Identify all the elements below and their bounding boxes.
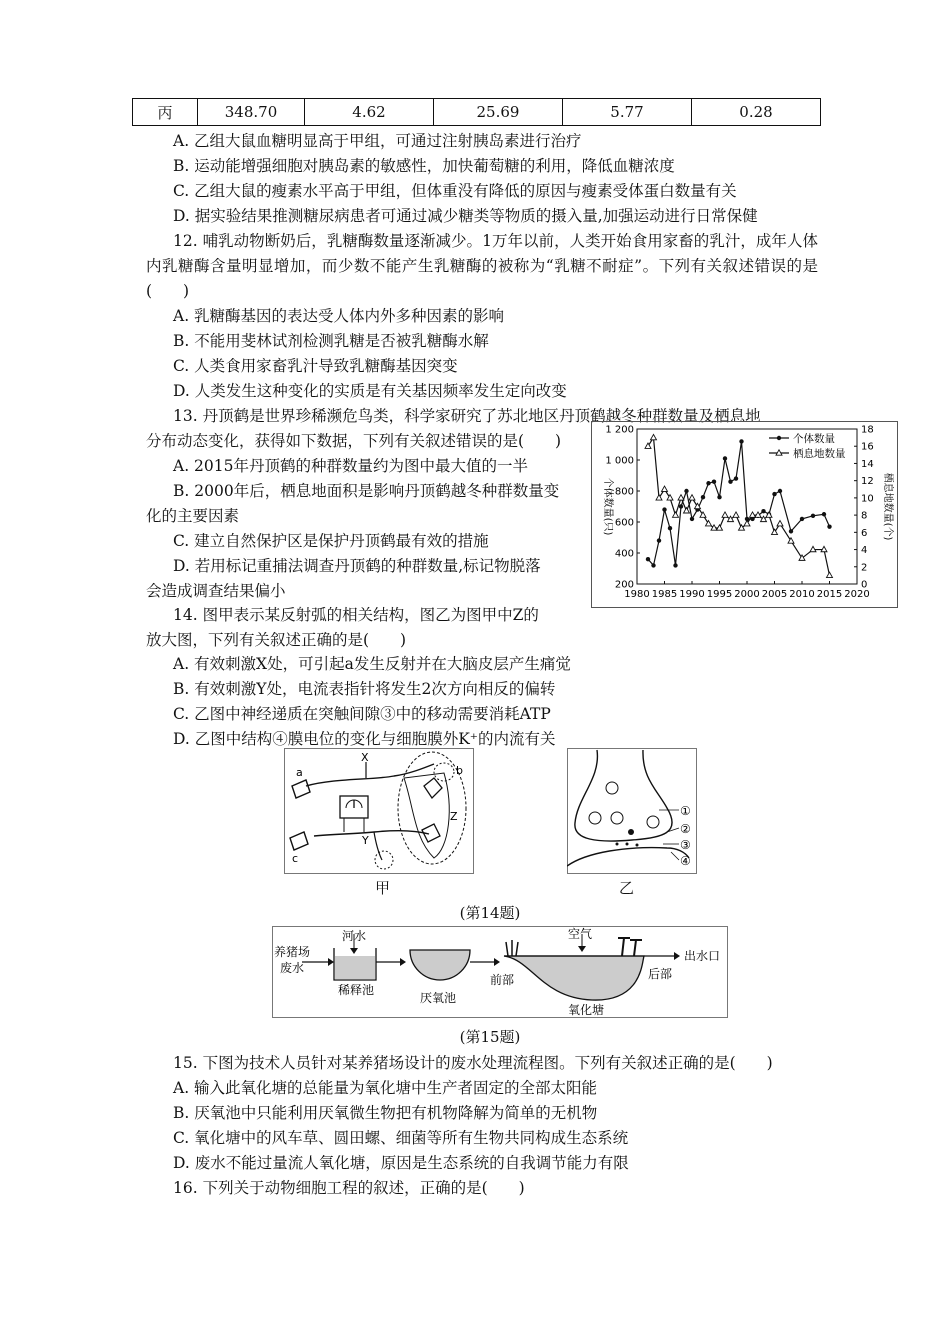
table-cell: 25.69 — [434, 99, 563, 126]
data-point-habitat — [684, 508, 690, 513]
data-point-count — [772, 492, 776, 496]
data-point-count — [651, 563, 655, 567]
data-point-count — [679, 504, 683, 508]
q12-option-b: B. 不能用斐林试剂检测乳糖是否被乳糖酶水解 — [173, 332, 489, 350]
data-point-count — [717, 495, 721, 499]
data-point-count — [662, 507, 666, 511]
q13-stem-line1: 13. 丹顶鹤是世界珍稀濒危鸟类，科学家研究了苏北地区丹顶鹤越冬种群数量及栖息地 — [173, 407, 761, 425]
data-point-count — [712, 480, 716, 484]
q12-option-a: A. 乳糖酶基因的表达受人体内外多种因素的影响 — [173, 307, 505, 325]
data-point-habitat — [722, 512, 728, 517]
q13-option-a: A. 2015年丹顶鹤的种群数量约为图中最大值的一半 — [173, 457, 528, 475]
afferent-fiber — [306, 764, 434, 786]
y-right-tick-label: 2 — [861, 562, 868, 574]
label-b: b — [456, 764, 463, 777]
postsynaptic-membrane — [567, 848, 689, 866]
y-left-tick-label: 800 — [614, 486, 634, 498]
effector-c-shape — [290, 832, 308, 850]
data-point-count — [761, 509, 765, 513]
presynaptic-terminal — [575, 750, 672, 841]
q13-option-d-cont: 会造成调查结果偏小 — [146, 582, 286, 600]
label-air: 空气 — [568, 927, 593, 941]
q12-option-d: D. 人类发生这种变化的实质是有关基因频率发生定向改变 — [173, 382, 567, 400]
data-point-count — [800, 517, 804, 521]
back-plants-icon — [618, 938, 642, 956]
data-point-count — [723, 456, 727, 460]
vesicle — [647, 816, 659, 828]
legend-label-count: 个体数量 — [793, 433, 835, 445]
data-point-habitat — [733, 512, 739, 517]
anaerobic-tank — [410, 950, 470, 980]
q14-option-c: C. 乙图中神经递质在突触间隙③中的移动需要消耗ATP — [173, 705, 551, 723]
data-point-habitat — [689, 495, 695, 500]
label-outlet: 出水口 — [684, 949, 721, 963]
q11-option-d: D. 据实验结果推测糖尿病患者可通过减少糖类等物质的摄入量,加强运动进行日常保健 — [173, 207, 758, 225]
x-tick-label: 1995 — [706, 589, 733, 600]
x-tick-label: 2010 — [789, 589, 815, 600]
q14-stem-line1: 14. 图甲表示某反射弧的相关结构，图乙为图甲中Z的 — [173, 606, 539, 624]
x-tick-label: 1990 — [679, 589, 705, 600]
data-point-habitat — [777, 521, 783, 526]
label-x: X — [361, 751, 369, 764]
vesicle — [589, 812, 601, 824]
figure-14-caption: (第14题) — [459, 904, 521, 922]
q11-option-a: A. 乙组大鼠血糖明显高于甲组，可通过注射胰岛素进行治疗 — [173, 132, 582, 150]
label-river: 河水 — [342, 929, 367, 943]
data-point-count — [811, 514, 815, 518]
label-2: ② — [680, 822, 691, 836]
figure-jia-label: 甲 — [375, 879, 391, 897]
mitochondrion — [606, 782, 618, 794]
y-right-tick-label: 12 — [861, 476, 874, 488]
x-tick-label: 2000 — [734, 589, 760, 600]
front-plants-icon — [506, 940, 518, 956]
data-point-count — [690, 517, 694, 521]
q14-option-b: B. 有效刺激Y处，电流表指针将发生2次方向相反的偏转 — [173, 680, 556, 698]
data-point-count — [701, 495, 705, 499]
label-y: Y — [362, 834, 369, 847]
q12-stem: 12. 哺乳动物断奶后，乳糖酶数量逐渐减少。1万年以前，人类开始食用家畜的乳汁，成年人体内乳糖酶含量明显增加，而少数不能产生乳糖酶的被称为“乳糖不耐症”。下列有关叙述错误的是( ) — [146, 232, 818, 300]
label-4: ④ — [680, 854, 691, 868]
data-point-habitat — [678, 495, 684, 500]
label-dilution: 稀释池 — [338, 983, 375, 997]
x-tick-label: 2015 — [816, 589, 843, 600]
data-point-count — [778, 489, 782, 493]
x-tick-label: 2020 — [844, 589, 870, 600]
q12-option-c: C. 人类食用家畜乳汁导致乳糖酶基因突变 — [173, 357, 458, 375]
data-point-count — [668, 526, 672, 530]
label-anaerobic: 厌氧池 — [420, 991, 457, 1005]
y-left-tick-label: 200 — [614, 579, 634, 591]
neuron-b — [424, 778, 442, 798]
y-right-tick-label: 10 — [861, 493, 874, 505]
x-tick-label: 1985 — [651, 589, 678, 600]
data-point-habitat — [662, 486, 668, 491]
q13-stem-line2: 分布动态变化，获得如下数据，下列有关叙述错误的是( ) — [146, 432, 562, 450]
q13-option-d: D. 若用标记重捕法调查丹顶鹤的种群数量,标记物脱落 — [173, 557, 541, 575]
vesicle — [611, 812, 623, 824]
figure-15-caption: (第15题) — [459, 1028, 521, 1046]
y-left-tick-label: 1 000 — [605, 455, 634, 467]
receptor-a-shape — [292, 780, 310, 798]
label-1: ① — [680, 804, 691, 818]
legend-marker-count — [777, 436, 781, 440]
label-z: Z — [450, 810, 458, 823]
legend-label-habitat: 栖息地数量 — [793, 448, 846, 460]
crane-population-chart — [591, 421, 898, 608]
efferent-fiber — [314, 831, 429, 836]
q13-option-c: C. 建立自然保护区是保护丹顶鹤最有效的措施 — [173, 532, 489, 550]
q11-option-b: B. 运动能增强细胞对胰岛素的敏感性，加快葡萄糖的利用，降低血糖浓度 — [173, 157, 675, 175]
y-left-axis-label: 个体数量(只) — [602, 477, 613, 536]
ganglion-circle — [375, 851, 393, 869]
wastewater-flow-diagram — [272, 926, 728, 1018]
data-point-count — [827, 524, 831, 528]
q16-stem: 16. 下列关于动物细胞工程的叙述，正确的是( ) — [173, 1179, 525, 1197]
q15-option-d: D. 废水不能过量流人氧化塘，原因是生态系统的自我调节能力有限 — [173, 1154, 629, 1172]
y-right-tick-label: 8 — [861, 510, 868, 522]
figure-yi-label: 乙 — [619, 879, 635, 897]
table-row — [133, 99, 821, 126]
data-point-habitat — [827, 572, 833, 577]
y-left-tick-label: 1 200 — [605, 424, 634, 436]
synapse-figure — [567, 748, 697, 874]
q15-option-b: B. 厌氧池中只能利用厌氧微生物把有机物降解为简单的无机物 — [173, 1104, 598, 1122]
y-right-axis-label: 栖息地数量(个) — [882, 472, 893, 541]
q15-stem: 15. 下图为技术人员针对某养猪场设计的废水处理流程图。下列有关叙述正确的是( ) — [173, 1054, 773, 1072]
oxidation-pond — [504, 956, 644, 1000]
q11-option-c: C. 乙组大鼠的瘦素水平高于甲组，但体重没有降低的原因与瘦素受体蛋白数量有关 — [173, 182, 737, 200]
y-right-tick-label: 0 — [861, 579, 868, 591]
table-cell: 丙 — [133, 99, 198, 126]
q13-option-b-cont: 化的主要因素 — [146, 507, 240, 525]
q14-option-d: D. 乙图中结构④膜电位的变化与细胞膜外K⁺的内流有关 — [173, 730, 556, 748]
label-3: ③ — [680, 838, 691, 852]
table-cell: 348.70 — [198, 99, 305, 126]
table-cell: 4.62 — [305, 99, 434, 126]
data-point-habitat — [651, 434, 657, 439]
synapse-z-circle — [434, 763, 454, 781]
x-tick-label: 1980 — [624, 589, 650, 600]
y-right-tick-label: 18 — [861, 424, 874, 436]
q14-option-a: A. 有效刺激X处，可引起a发生反射并在大脑皮层产生痛觉 — [173, 655, 571, 673]
y-right-tick-label: 14 — [861, 458, 874, 470]
label-oxidation: 氧化塘 — [568, 1003, 605, 1017]
y-right-tick-label: 4 — [861, 545, 868, 557]
table-cell: 0.28 — [692, 99, 821, 126]
data-point-count — [789, 529, 793, 533]
y-right-tick-label: 16 — [861, 441, 874, 453]
data-table — [132, 98, 821, 126]
y-left-tick-label: 400 — [614, 548, 634, 560]
data-point-count — [739, 439, 743, 443]
q14-stem-line2: 放大图，下列有关叙述正确的是( ) — [146, 631, 407, 649]
x-tick-label: 2005 — [761, 589, 788, 600]
table-cell: 5.77 — [563, 99, 692, 126]
data-point-count — [706, 481, 710, 485]
data-point-count — [657, 538, 661, 542]
series-line-0 — [648, 441, 830, 565]
data-point-count — [728, 480, 732, 484]
label-a: a — [296, 766, 303, 779]
data-point-count — [734, 476, 738, 480]
q15-option-a: A. 输入此氧化塘的总能量为氧化塘中生产者固定的全部太阳能 — [173, 1079, 598, 1097]
data-point-count — [646, 557, 650, 561]
label-front: 前部 — [490, 973, 515, 987]
reflex-arc-figure — [284, 748, 474, 874]
label-back: 后部 — [648, 967, 673, 981]
q13-option-b: B. 2000年后，栖息地面积是影响丹顶鹤越冬种群数量变 — [173, 482, 560, 500]
label-c: c — [292, 852, 299, 865]
data-point-habitat — [673, 512, 679, 517]
y-right-tick-label: 6 — [861, 527, 868, 539]
label-source-1: 养猪场 — [274, 945, 311, 959]
vesicle-small — [628, 829, 634, 835]
label-source-2: 废水 — [280, 961, 305, 975]
data-point-count — [684, 489, 688, 493]
data-point-count — [822, 512, 826, 516]
data-point-count — [673, 563, 677, 567]
y-left-tick-label: 600 — [614, 517, 634, 529]
q15-option-c: C. 氧化塘中的风车草、圆田螺、细菌等所有生物共同构成生态系统 — [173, 1129, 629, 1147]
